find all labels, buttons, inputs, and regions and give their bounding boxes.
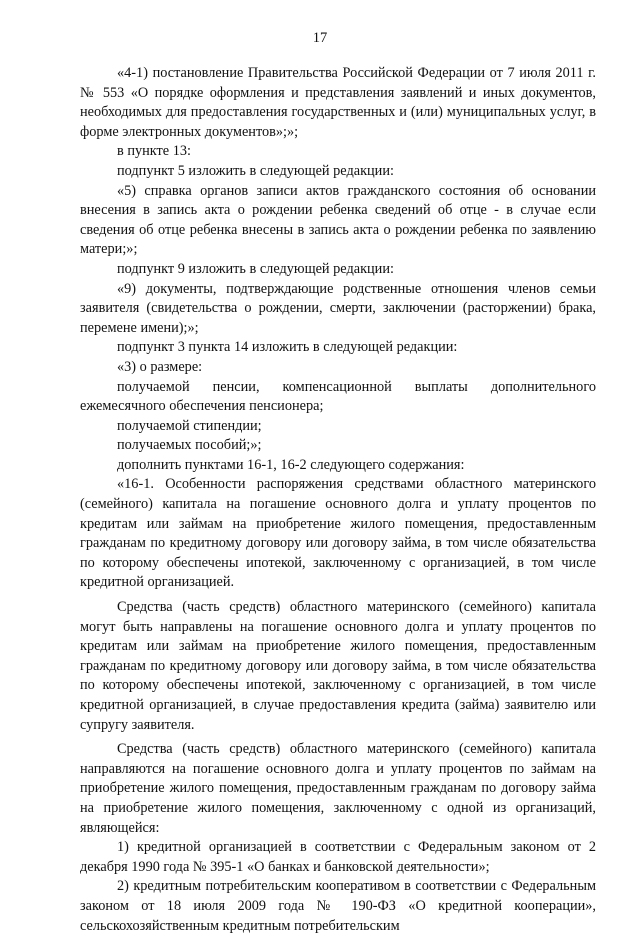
paragraph-subclause-3-heading: подпункт 3 пункта 14 изложить в следующей редакции: <box>117 339 458 356</box>
paragraph-subclause-5-text: «5) справка органов записи актов гражданского состояния об основании внесения в запись акта о рождении ребенка сведений об отце - в случае если сведения об отце ребенка внесены в запись акта о рождении ребенка по заявлению матери;»; <box>80 182 596 258</box>
paragraph-funds-are-directed: Средства (часть средств) областного материнского (семейного) капитала направляются на погашение основного долга и уплату процентов по займам на приобретение жилого помещения, предоставленным гражданам по договору займа на приобретение жилого помещения, заключенному с одной из организаций, являющейся: <box>80 741 596 836</box>
paragraph-benefits: получаемых пособий;»; <box>117 437 262 454</box>
paragraph-subclause-9-heading: подпункт 9 изложить в следующей редакции: <box>117 260 394 277</box>
paragraph-pension: получаемой пенсии, компенсационной выплаты дополнительного ежемесячного обеспечения пенсионера; <box>80 378 596 415</box>
paragraph-stipend: получаемой стипендии; <box>117 417 262 434</box>
paragraph-4-1-resolution: «4-1) постановление Правительства Российской Федерации от 7 июля 2011 г. № 553 «О порядке оформления и представления заявлений и иных документов, необходимых для предоставления государственных и (или) муниципальных услуг, в форме электронных документов»;»; <box>80 65 596 140</box>
document-body <box>80 64 596 936</box>
paragraph-add-clauses: дополнить пунктами 16-1, 16-2 следующего содержания: <box>117 456 465 473</box>
list-item-credit-cooperative: 2) кредитным потребительским кооперативом в соответствии с Федеральным законом от 18 июля 2009 года № 190-ФЗ «О кредитной кооперации», сельскохозяйственным кредитным потребительским <box>80 878 596 934</box>
paragraph-16-1: «16-1. Особенности распоряжения средствами областного материнского (семейного) капитала на погашение основного долга и уплату процентов по кредитам или займам на приобретение жилого помещения, предоставленным гражданам по кредитному договору или договору займа, в том числе обязательства по которому обеспечены ипотекой, заключенному с организацией, в том числе кредитной организацией. <box>80 476 596 591</box>
page-number: 17 <box>312 30 328 46</box>
paragraph-subclause-9-text: «9) документы, подтверждающие родственные отношения членов семьи заявителя (свидетельства о рождении, смерти, заключении (расторжении) брака, перемене имени);»; <box>80 280 596 336</box>
paragraph-funds-may-be-directed: Средства (часть средств) областного материнского (семейного) капитала могут быть направлены на погашение основного долга и уплату процентов по кредитам или займам на приобретение жилого помещения, предоставленным гражданам по кредитному договору или договору займа, в том числе обязательства по которому обеспечены ипотекой, заключенному с организацией, в том числе кредитной организацией, в случае предоставления кредита (займа) заявителю или супругу заявителя. <box>80 599 596 733</box>
paragraph-subclause-5-heading: подпункт 5 изложить в следующей редакции: <box>117 162 394 179</box>
paragraph-subclause-3-text: «3) о размере: <box>117 358 203 375</box>
paragraph-in-clause-13: в пункте 13: <box>117 143 191 160</box>
list-item-credit-organization: 1) кредитной организацией в соответствии с Федеральным законом от 2 декабря 1990 года № 395-1 «О банках и банковской деятельности»; <box>80 839 596 875</box>
